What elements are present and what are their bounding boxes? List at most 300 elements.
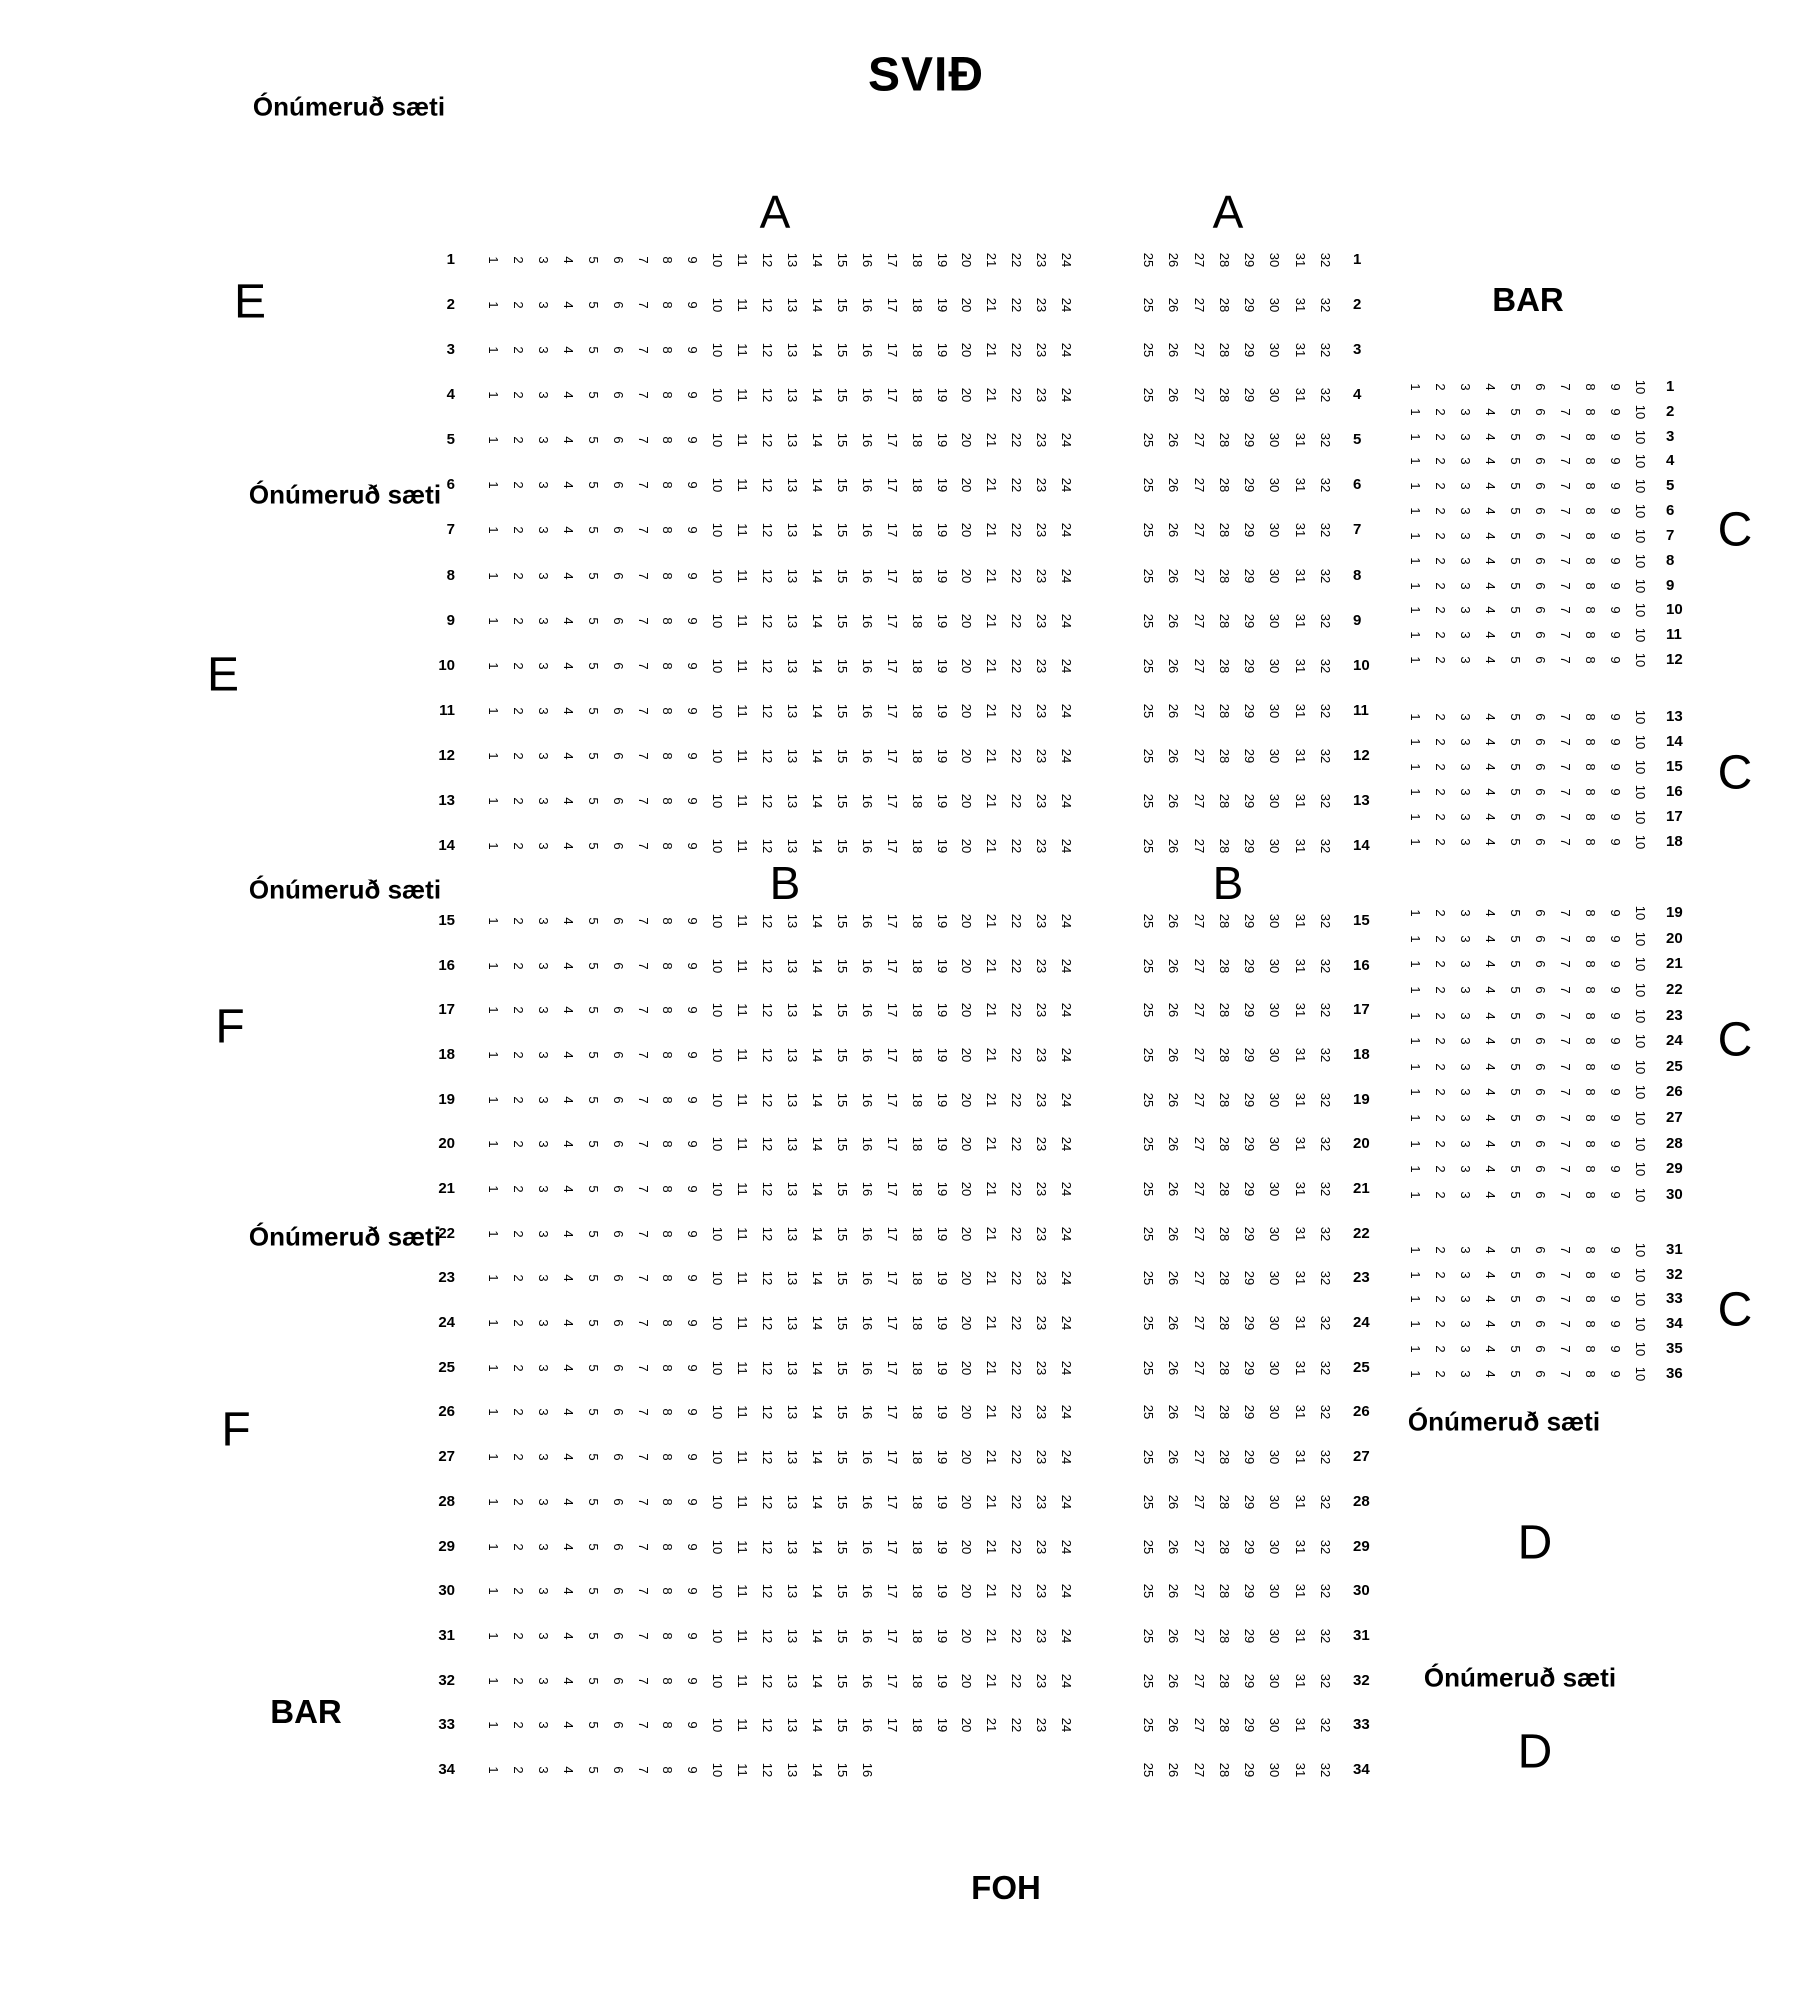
seat-c-r8-s9[interactable]: 9 [1608, 557, 1623, 565]
seat-main-r27-s23[interactable]: 23 [1034, 1449, 1050, 1465]
seat-c-r27-s4[interactable]: 4 [1483, 1114, 1498, 1122]
seat-c-r29-s1[interactable]: 1 [1408, 1165, 1423, 1173]
seat-main-r27-s30[interactable]: 30 [1267, 1449, 1283, 1465]
seat-main-r4-s13[interactable]: 13 [785, 388, 801, 403]
seat-c-r14-s8[interactable]: 8 [1583, 738, 1598, 746]
seat-main-r24-s6[interactable]: 6 [610, 1319, 626, 1327]
seat-main-r16-s23[interactable]: 23 [1034, 958, 1050, 973]
seat-main-r19-s24[interactable]: 24 [1059, 1092, 1075, 1107]
seat-main-r29-s15[interactable]: 15 [834, 1539, 850, 1554]
seat-c-r19-s10[interactable]: 10 [1633, 905, 1648, 921]
seat-main-r14-s31[interactable]: 31 [1292, 838, 1308, 854]
seat-main-r22-s1[interactable]: 1 [486, 1230, 501, 1238]
seat-c-r15-s10[interactable]: 10 [1633, 759, 1648, 775]
seat-main-r33-s17[interactable]: 17 [884, 1718, 900, 1733]
seat-main-r11-s12[interactable]: 12 [760, 703, 776, 719]
seat-c-r8-s2[interactable]: 2 [1433, 557, 1448, 565]
seat-main-r5-s6[interactable]: 6 [610, 436, 626, 444]
seat-main-r10-s27[interactable]: 27 [1191, 658, 1207, 673]
seat-main-r20-s9[interactable]: 9 [685, 1140, 701, 1148]
seat-main-r27-s14[interactable]: 14 [809, 1449, 825, 1465]
seat-c-r11-s9[interactable]: 9 [1608, 631, 1623, 639]
seat-main-r16-s7[interactable]: 7 [635, 962, 651, 970]
seat-main-r22-s18[interactable]: 18 [909, 1226, 925, 1241]
seat-main-r7-s8[interactable]: 8 [660, 526, 676, 535]
seat-main-r3-s28[interactable]: 28 [1216, 342, 1232, 358]
seat-c-r35-s7[interactable]: 7 [1558, 1345, 1573, 1353]
seat-main-r22-s5[interactable]: 5 [585, 1230, 601, 1238]
seat-main-r23-s15[interactable]: 15 [834, 1271, 850, 1286]
seat-c-r31-s3[interactable]: 3 [1458, 1246, 1473, 1254]
seat-main-r4-s21[interactable]: 21 [984, 388, 1000, 403]
seat-main-r19-s3[interactable]: 3 [535, 1096, 551, 1104]
seat-main-r8-s25[interactable]: 25 [1141, 568, 1156, 583]
seat-c-r31-s9[interactable]: 9 [1608, 1246, 1623, 1254]
seat-c-r3-s5[interactable]: 5 [1508, 433, 1523, 441]
seat-main-r27-s15[interactable]: 15 [834, 1449, 850, 1465]
seat-main-r2-s11[interactable]: 11 [735, 298, 751, 312]
seat-main-r32-s21[interactable]: 21 [984, 1673, 1000, 1688]
seat-c-r17-s9[interactable]: 9 [1608, 813, 1623, 821]
seat-c-r1-s6[interactable]: 6 [1533, 383, 1548, 391]
seat-main-r23-s17[interactable]: 17 [884, 1271, 900, 1286]
seat-main-r28-s19[interactable]: 19 [934, 1494, 950, 1510]
seat-main-r23-s21[interactable]: 21 [984, 1271, 1000, 1286]
seat-main-r7-s26[interactable]: 26 [1166, 523, 1182, 538]
seat-main-r4-s5[interactable]: 5 [585, 391, 601, 399]
seat-main-r21-s14[interactable]: 14 [809, 1181, 825, 1197]
seat-c-r33-s8[interactable]: 8 [1583, 1295, 1598, 1303]
seat-main-r19-s6[interactable]: 6 [610, 1096, 626, 1104]
seat-main-r6-s10[interactable]: 10 [710, 478, 726, 493]
seat-main-r1-s10[interactable]: 10 [710, 252, 726, 268]
seat-main-r28-s26[interactable]: 26 [1166, 1494, 1182, 1510]
seat-main-r28-s15[interactable]: 15 [834, 1494, 850, 1510]
seat-main-r13-s6[interactable]: 6 [610, 797, 626, 805]
seat-main-r7-s5[interactable]: 5 [585, 526, 601, 535]
seat-main-r12-s2[interactable]: 2 [510, 752, 526, 760]
seat-main-r14-s7[interactable]: 7 [635, 842, 651, 850]
seat-main-r17-s2[interactable]: 2 [510, 1006, 526, 1014]
seat-main-r30-s28[interactable]: 28 [1216, 1583, 1232, 1599]
seat-main-r30-s31[interactable]: 31 [1292, 1583, 1308, 1599]
seat-c-r2-s10[interactable]: 10 [1633, 404, 1648, 420]
seat-main-r24-s14[interactable]: 14 [809, 1315, 825, 1331]
seat-c-r22-s7[interactable]: 7 [1558, 986, 1573, 994]
seat-c-r29-s9[interactable]: 9 [1608, 1165, 1623, 1173]
seat-main-r1-s28[interactable]: 28 [1216, 252, 1232, 268]
seat-main-r23-s28[interactable]: 28 [1216, 1271, 1232, 1286]
seat-main-r5-s24[interactable]: 24 [1059, 433, 1075, 448]
seat-c-r24-s9[interactable]: 9 [1608, 1037, 1623, 1045]
seat-main-r4-s26[interactable]: 26 [1166, 388, 1182, 403]
seat-main-r21-s22[interactable]: 22 [1009, 1181, 1025, 1197]
seat-main-r3-s11[interactable]: 11 [735, 343, 751, 357]
seat-c-r33-s10[interactable]: 10 [1633, 1292, 1648, 1307]
seat-c-r27-s9[interactable]: 9 [1608, 1114, 1623, 1122]
seat-main-r26-s15[interactable]: 15 [834, 1405, 850, 1420]
seat-main-r7-s32[interactable]: 32 [1318, 523, 1334, 538]
seat-main-r19-s19[interactable]: 19 [934, 1092, 950, 1107]
seat-c-r31-s7[interactable]: 7 [1558, 1246, 1573, 1254]
seat-main-r19-s28[interactable]: 28 [1216, 1092, 1232, 1107]
seat-c-r10-s10[interactable]: 10 [1633, 603, 1648, 618]
seat-main-r5-s12[interactable]: 12 [760, 433, 776, 448]
seat-c-r18-s10[interactable]: 10 [1633, 834, 1648, 850]
seat-main-r18-s4[interactable]: 4 [560, 1051, 576, 1059]
seat-main-r21-s17[interactable]: 17 [884, 1181, 900, 1197]
seat-main-r1-s15[interactable]: 15 [834, 252, 850, 268]
seat-main-r34-s29[interactable]: 29 [1242, 1762, 1258, 1778]
seat-c-r20-s5[interactable]: 5 [1508, 935, 1523, 943]
seat-main-r24-s10[interactable]: 10 [710, 1315, 726, 1331]
seat-main-r29-s9[interactable]: 9 [685, 1542, 701, 1551]
seat-main-r2-s9[interactable]: 9 [685, 301, 701, 309]
seat-main-r7-s30[interactable]: 30 [1267, 523, 1283, 538]
seat-main-r7-s4[interactable]: 4 [560, 526, 576, 535]
seat-c-r32-s4[interactable]: 4 [1483, 1271, 1498, 1279]
seat-main-r28-s5[interactable]: 5 [585, 1498, 601, 1506]
seat-main-r18-s5[interactable]: 5 [585, 1051, 601, 1059]
seat-main-r20-s30[interactable]: 30 [1267, 1137, 1283, 1152]
seat-c-r33-s5[interactable]: 5 [1508, 1295, 1523, 1303]
seat-c-r14-s6[interactable]: 6 [1533, 738, 1548, 746]
seat-main-r8-s18[interactable]: 18 [909, 568, 925, 583]
seat-main-r20-s10[interactable]: 10 [710, 1137, 726, 1152]
seat-main-r32-s32[interactable]: 32 [1318, 1673, 1334, 1688]
seat-main-r27-s16[interactable]: 16 [859, 1449, 875, 1465]
seat-c-r2-s7[interactable]: 7 [1558, 408, 1573, 416]
seat-main-r15-s20[interactable]: 20 [959, 913, 975, 929]
seat-c-r21-s6[interactable]: 6 [1533, 960, 1548, 968]
seat-main-r9-s5[interactable]: 5 [585, 617, 601, 625]
seat-main-r10-s5[interactable]: 5 [585, 662, 601, 670]
seat-main-r28-s29[interactable]: 29 [1242, 1494, 1258, 1510]
seat-main-r21-s25[interactable]: 25 [1141, 1181, 1156, 1197]
seat-main-r12-s3[interactable]: 3 [535, 752, 551, 760]
seat-main-r17-s24[interactable]: 24 [1059, 1003, 1075, 1018]
seat-main-r5-s17[interactable]: 17 [884, 433, 900, 448]
seat-main-r1-s7[interactable]: 7 [635, 256, 651, 264]
seat-main-r33-s20[interactable]: 20 [959, 1718, 975, 1733]
seat-main-r7-s1[interactable]: 1 [486, 526, 501, 535]
seat-c-r30-s3[interactable]: 3 [1458, 1191, 1473, 1199]
seat-main-r16-s16[interactable]: 16 [859, 958, 875, 973]
seat-main-r26-s29[interactable]: 29 [1242, 1405, 1258, 1420]
seat-main-r29-s21[interactable]: 21 [984, 1539, 1000, 1554]
seat-c-r22-s5[interactable]: 5 [1508, 986, 1523, 994]
seat-main-r10-s23[interactable]: 23 [1034, 658, 1050, 673]
seat-main-r11-s14[interactable]: 14 [809, 703, 825, 719]
seat-main-r16-s1[interactable]: 1 [486, 962, 501, 970]
seat-main-r26-s19[interactable]: 19 [934, 1405, 950, 1420]
seat-main-r24-s2[interactable]: 2 [510, 1319, 526, 1327]
seat-c-r21-s9[interactable]: 9 [1608, 960, 1623, 968]
seat-c-r3-s10[interactable]: 10 [1633, 429, 1648, 444]
seat-c-r31-s10[interactable]: 10 [1633, 1242, 1648, 1258]
seat-main-r7-s23[interactable]: 23 [1034, 523, 1050, 538]
seat-main-r16-s19[interactable]: 19 [934, 958, 950, 973]
seat-main-r23-s3[interactable]: 3 [535, 1274, 551, 1283]
seat-c-r24-s4[interactable]: 4 [1483, 1037, 1498, 1045]
seat-c-r34-s5[interactable]: 5 [1508, 1320, 1523, 1328]
seat-main-r14-s23[interactable]: 23 [1034, 838, 1050, 854]
seat-main-r7-s17[interactable]: 17 [884, 523, 900, 538]
seat-main-r32-s25[interactable]: 25 [1141, 1673, 1156, 1688]
seat-main-r10-s9[interactable]: 9 [685, 662, 701, 670]
seat-main-r23-s10[interactable]: 10 [710, 1271, 726, 1286]
seat-main-r6-s5[interactable]: 5 [585, 481, 601, 489]
seat-main-r13-s7[interactable]: 7 [635, 797, 651, 805]
seat-main-r16-s32[interactable]: 32 [1318, 958, 1334, 973]
seat-main-r15-s15[interactable]: 15 [834, 913, 850, 929]
seat-main-r17-s32[interactable]: 32 [1318, 1003, 1334, 1018]
seat-main-r14-s22[interactable]: 22 [1009, 838, 1025, 854]
seat-main-r12-s6[interactable]: 6 [610, 752, 626, 760]
seat-main-r34-s8[interactable]: 8 [660, 1766, 676, 1774]
seat-c-r26-s2[interactable]: 2 [1433, 1088, 1448, 1097]
seat-main-r11-s24[interactable]: 24 [1059, 703, 1075, 719]
seat-main-r28-s1[interactable]: 1 [486, 1498, 501, 1506]
seat-c-r32-s9[interactable]: 9 [1608, 1271, 1623, 1279]
seat-main-r34-s5[interactable]: 5 [585, 1766, 601, 1774]
seat-main-r29-s32[interactable]: 32 [1318, 1539, 1334, 1554]
seat-c-r9-s6[interactable]: 6 [1533, 581, 1548, 590]
seat-main-r4-s11[interactable]: 11 [735, 388, 751, 402]
seat-c-r6-s6[interactable]: 6 [1533, 507, 1548, 515]
seat-c-r30-s7[interactable]: 7 [1558, 1191, 1573, 1199]
seat-main-r29-s31[interactable]: 31 [1292, 1539, 1308, 1554]
seat-main-r9-s26[interactable]: 26 [1166, 613, 1182, 628]
seat-main-r30-s20[interactable]: 20 [959, 1583, 975, 1599]
seat-c-r32-s10[interactable]: 10 [1633, 1267, 1648, 1282]
seat-main-r26-s20[interactable]: 20 [959, 1405, 975, 1420]
seat-c-r35-s5[interactable]: 5 [1508, 1345, 1523, 1353]
seat-main-r32-s11[interactable]: 11 [735, 1673, 751, 1688]
seat-main-r25-s22[interactable]: 22 [1009, 1360, 1025, 1376]
seat-main-r8-s20[interactable]: 20 [959, 568, 975, 583]
seat-main-r8-s27[interactable]: 27 [1191, 568, 1207, 583]
seat-main-r2-s4[interactable]: 4 [560, 301, 576, 309]
seat-c-r22-s10[interactable]: 10 [1633, 982, 1648, 998]
seat-main-r19-s31[interactable]: 31 [1292, 1092, 1308, 1107]
seat-c-r8-s5[interactable]: 5 [1508, 557, 1523, 565]
seat-main-r33-s12[interactable]: 12 [760, 1718, 776, 1733]
seat-main-r17-s3[interactable]: 3 [535, 1006, 551, 1014]
seat-main-r15-s2[interactable]: 2 [510, 917, 526, 925]
seat-main-r2-s21[interactable]: 21 [984, 297, 1000, 313]
seat-main-r6-s16[interactable]: 16 [859, 478, 875, 493]
seat-main-r16-s30[interactable]: 30 [1267, 958, 1283, 973]
seat-main-r22-s9[interactable]: 9 [685, 1230, 701, 1238]
seat-main-r27-s25[interactable]: 25 [1141, 1449, 1156, 1465]
seat-main-r25-s8[interactable]: 8 [660, 1364, 676, 1372]
seat-main-r12-s12[interactable]: 12 [760, 748, 776, 764]
seat-c-r28-s6[interactable]: 6 [1533, 1140, 1548, 1148]
seat-main-r1-s26[interactable]: 26 [1166, 252, 1182, 268]
seat-main-r19-s5[interactable]: 5 [585, 1096, 601, 1104]
seat-c-r6-s8[interactable]: 8 [1583, 507, 1598, 515]
seat-main-r19-s2[interactable]: 2 [510, 1096, 526, 1104]
seat-c-r4-s9[interactable]: 9 [1608, 457, 1623, 466]
seat-main-r15-s9[interactable]: 9 [685, 917, 701, 925]
seat-c-r16-s6[interactable]: 6 [1533, 788, 1548, 796]
seat-c-r25-s6[interactable]: 6 [1533, 1063, 1548, 1071]
seat-main-r14-s20[interactable]: 20 [959, 838, 975, 854]
seat-c-r36-s8[interactable]: 8 [1583, 1369, 1598, 1378]
seat-main-r33-s21[interactable]: 21 [984, 1718, 1000, 1733]
seat-main-r32-s6[interactable]: 6 [610, 1676, 626, 1685]
seat-main-r15-s12[interactable]: 12 [760, 913, 776, 929]
seat-c-r15-s6[interactable]: 6 [1533, 763, 1548, 771]
seat-c-r6-s4[interactable]: 4 [1483, 507, 1498, 515]
seat-c-r18-s4[interactable]: 4 [1483, 838, 1498, 846]
seat-main-r13-s22[interactable]: 22 [1009, 793, 1025, 809]
seat-c-r26-s3[interactable]: 3 [1458, 1088, 1473, 1097]
seat-main-r10-s31[interactable]: 31 [1292, 658, 1308, 673]
seat-main-r21-s6[interactable]: 6 [610, 1185, 626, 1193]
seat-main-r16-s2[interactable]: 2 [510, 962, 526, 970]
seat-main-r26-s27[interactable]: 27 [1191, 1405, 1207, 1420]
seat-main-r25-s15[interactable]: 15 [834, 1360, 850, 1376]
seat-main-r28-s25[interactable]: 25 [1141, 1494, 1156, 1510]
seat-main-r17-s4[interactable]: 4 [560, 1006, 576, 1014]
seat-main-r20-s1[interactable]: 1 [486, 1140, 501, 1148]
seat-c-r13-s5[interactable]: 5 [1508, 713, 1523, 721]
seat-main-r12-s26[interactable]: 26 [1166, 748, 1182, 764]
seat-c-r20-s6[interactable]: 6 [1533, 935, 1548, 943]
seat-c-r10-s8[interactable]: 8 [1583, 606, 1598, 614]
seat-main-r26-s9[interactable]: 9 [685, 1408, 701, 1417]
seat-c-r30-s8[interactable]: 8 [1583, 1191, 1598, 1199]
seat-main-r25-s18[interactable]: 18 [909, 1360, 925, 1376]
seat-main-r8-s16[interactable]: 16 [859, 568, 875, 583]
seat-main-r20-s2[interactable]: 2 [510, 1140, 526, 1148]
seat-main-r4-s27[interactable]: 27 [1191, 388, 1207, 403]
seat-main-r9-s11[interactable]: 11 [735, 613, 751, 628]
seat-c-r7-s3[interactable]: 3 [1458, 532, 1473, 540]
seat-main-r23-s26[interactable]: 26 [1166, 1271, 1182, 1286]
seat-c-r13-s3[interactable]: 3 [1458, 713, 1473, 721]
seat-main-r23-s12[interactable]: 12 [760, 1271, 776, 1286]
seat-main-r22-s12[interactable]: 12 [760, 1226, 776, 1241]
seat-main-r31-s32[interactable]: 32 [1318, 1628, 1334, 1644]
seat-main-r23-s11[interactable]: 11 [735, 1271, 751, 1286]
seat-main-r17-s1[interactable]: 1 [486, 1006, 501, 1014]
seat-main-r24-s19[interactable]: 19 [934, 1315, 950, 1331]
seat-main-r16-s15[interactable]: 15 [834, 958, 850, 973]
seat-c-r31-s1[interactable]: 1 [1408, 1246, 1423, 1254]
seat-main-r1-s9[interactable]: 9 [685, 256, 701, 264]
seat-main-r10-s12[interactable]: 12 [760, 658, 776, 673]
seat-c-r19-s6[interactable]: 6 [1533, 909, 1548, 917]
seat-c-r35-s6[interactable]: 6 [1533, 1345, 1548, 1353]
seat-main-r6-s32[interactable]: 32 [1318, 478, 1334, 493]
seat-main-r32-s15[interactable]: 15 [834, 1673, 850, 1688]
seat-main-r3-s30[interactable]: 30 [1267, 342, 1283, 358]
seat-c-r1-s3[interactable]: 3 [1458, 383, 1473, 391]
seat-main-r20-s25[interactable]: 25 [1141, 1137, 1156, 1152]
seat-main-r29-s3[interactable]: 3 [535, 1542, 551, 1551]
seat-main-r31-s10[interactable]: 10 [710, 1628, 726, 1644]
seat-main-r33-s3[interactable]: 3 [535, 1721, 551, 1729]
seat-main-r9-s4[interactable]: 4 [560, 617, 576, 625]
seat-main-r20-s27[interactable]: 27 [1191, 1137, 1207, 1152]
seat-c-r10-s4[interactable]: 4 [1483, 606, 1498, 614]
seat-main-r28-s22[interactable]: 22 [1009, 1494, 1025, 1510]
seat-main-r3-s3[interactable]: 3 [535, 346, 551, 354]
seat-c-r8-s10[interactable]: 10 [1633, 553, 1648, 568]
seat-c-r10-s1[interactable]: 1 [1408, 606, 1423, 614]
seat-main-r9-s6[interactable]: 6 [610, 617, 626, 625]
seat-c-r1-s2[interactable]: 2 [1433, 383, 1448, 391]
seat-c-r28-s4[interactable]: 4 [1483, 1140, 1498, 1148]
seat-main-r23-s27[interactable]: 27 [1191, 1271, 1207, 1286]
seat-main-r9-s12[interactable]: 12 [760, 613, 776, 628]
seat-main-r29-s11[interactable]: 11 [735, 1539, 751, 1554]
seat-c-r8-s4[interactable]: 4 [1483, 557, 1498, 565]
seat-main-r13-s9[interactable]: 9 [685, 797, 701, 805]
seat-main-r7-s15[interactable]: 15 [834, 523, 850, 538]
seat-c-r14-s3[interactable]: 3 [1458, 738, 1473, 746]
seat-main-r28-s11[interactable]: 11 [735, 1495, 751, 1509]
seat-main-r12-s17[interactable]: 17 [884, 748, 900, 764]
seat-main-r26-s7[interactable]: 7 [635, 1408, 651, 1417]
seat-main-r15-s23[interactable]: 23 [1034, 913, 1050, 929]
seat-main-r28-s32[interactable]: 32 [1318, 1494, 1334, 1510]
seat-main-r14-s17[interactable]: 17 [884, 838, 900, 854]
seat-main-r31-s7[interactable]: 7 [635, 1632, 651, 1640]
seat-main-r23-s23[interactable]: 23 [1034, 1271, 1050, 1286]
seat-main-r19-s18[interactable]: 18 [909, 1092, 925, 1107]
seat-main-r1-s23[interactable]: 23 [1034, 252, 1050, 268]
seat-main-r22-s16[interactable]: 16 [859, 1226, 875, 1241]
seat-main-r34-s25[interactable]: 25 [1141, 1762, 1156, 1778]
seat-c-r21-s2[interactable]: 2 [1433, 960, 1448, 968]
seat-main-r11-s29[interactable]: 29 [1242, 703, 1258, 719]
seat-main-r10-s8[interactable]: 8 [660, 662, 676, 670]
seat-main-r2-s20[interactable]: 20 [959, 297, 975, 313]
seat-c-r15-s2[interactable]: 2 [1433, 763, 1448, 771]
seat-main-r3-s29[interactable]: 29 [1242, 342, 1258, 358]
seat-c-r27-s2[interactable]: 2 [1433, 1114, 1448, 1122]
seat-main-r4-s12[interactable]: 12 [760, 388, 776, 403]
seat-main-r6-s23[interactable]: 23 [1034, 478, 1050, 493]
seat-c-r24-s7[interactable]: 7 [1558, 1037, 1573, 1045]
seat-main-r14-s8[interactable]: 8 [660, 842, 676, 850]
seat-c-r20-s7[interactable]: 7 [1558, 935, 1573, 943]
seat-c-r26-s10[interactable]: 10 [1633, 1085, 1648, 1100]
seat-c-r32-s7[interactable]: 7 [1558, 1271, 1573, 1279]
seat-c-r12-s8[interactable]: 8 [1583, 656, 1598, 664]
seat-c-r6-s10[interactable]: 10 [1633, 503, 1648, 519]
seat-main-r25-s30[interactable]: 30 [1267, 1360, 1283, 1376]
seat-main-r12-s28[interactable]: 28 [1216, 748, 1232, 764]
seat-main-r24-s8[interactable]: 8 [660, 1319, 676, 1327]
seat-main-r28-s20[interactable]: 20 [959, 1494, 975, 1510]
seat-c-r12-s3[interactable]: 3 [1458, 656, 1473, 664]
seat-main-r26-s25[interactable]: 25 [1141, 1405, 1156, 1420]
seat-main-r1-s4[interactable]: 4 [560, 256, 576, 264]
seat-c-r16-s5[interactable]: 5 [1508, 788, 1523, 796]
seat-main-r6-s14[interactable]: 14 [809, 478, 825, 493]
seat-main-r20-s18[interactable]: 18 [909, 1137, 925, 1152]
seat-main-r24-s16[interactable]: 16 [859, 1315, 875, 1331]
seat-main-r26-s16[interactable]: 16 [859, 1405, 875, 1420]
seat-c-r21-s4[interactable]: 4 [1483, 960, 1498, 968]
seat-c-r15-s9[interactable]: 9 [1608, 763, 1623, 771]
seat-c-r1-s10[interactable]: 10 [1633, 379, 1648, 395]
